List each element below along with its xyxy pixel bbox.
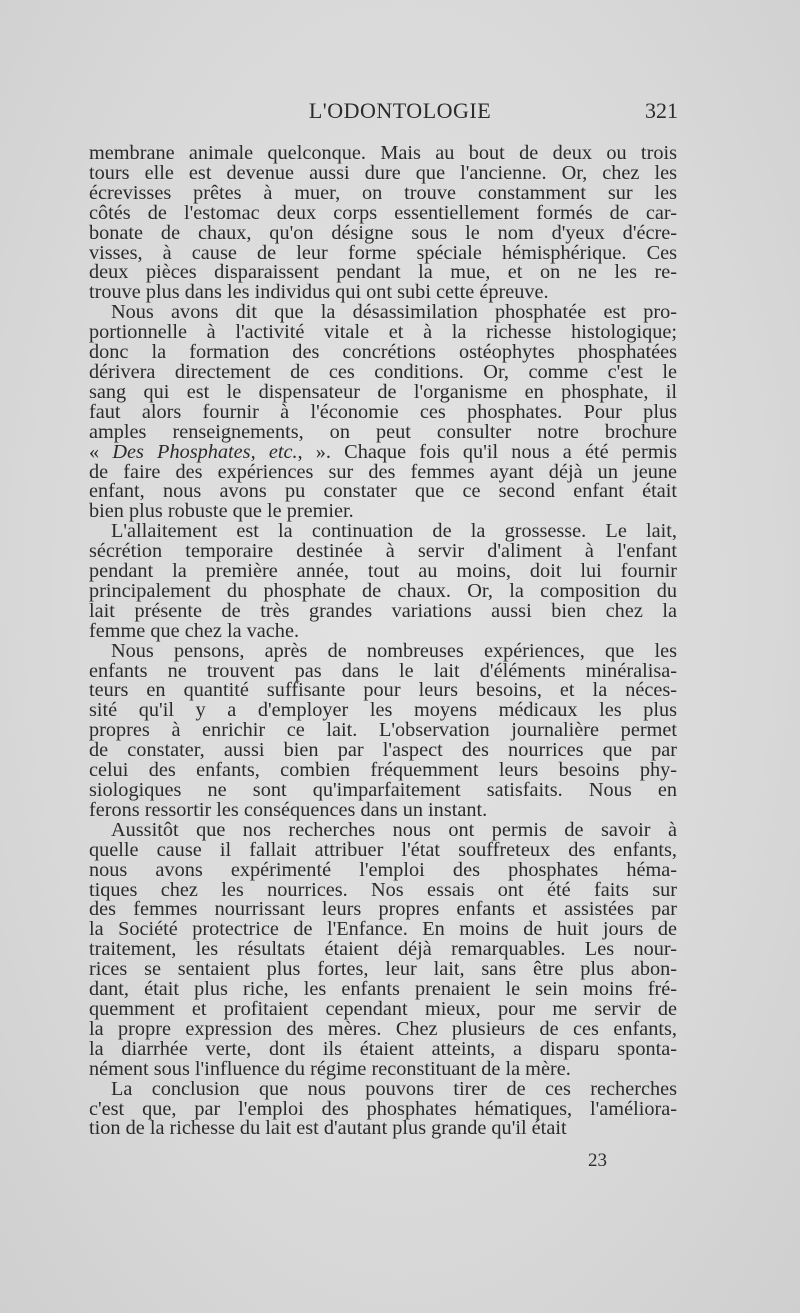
text-line: tours elle est devenue aussi dure que l'ancienne. Or, chez les: [89, 161, 677, 184]
text-line: la propre expression des mères. Chez plusieurs de ces enfants,: [89, 1017, 677, 1040]
text-line: quelle cause il fallait attribuer l'état souffreteux des enfants,: [89, 838, 677, 861]
text-line: la diarrhée verte, dont ils étaient atteints, a disparu sponta-: [89, 1037, 677, 1060]
text-line: sécrétion temporaire destinée à servir d'aliment à l'enfant: [89, 540, 677, 563]
text-line: trouve plus dans les individus qui ont subi cette épreuve.: [89, 281, 549, 304]
text-line: côtés de l'estomac deux corps essentiellement formés de car-: [89, 201, 677, 224]
text-line: sité qu'il y a d'employer les moyens médicaux les plus: [89, 699, 677, 722]
text-line: donc la formation des concrétions ostéophytes phosphatées: [89, 341, 677, 364]
text-line: nément sous l'influence du régime reconstituant de la mère.: [89, 1057, 571, 1080]
text-line: teurs en quantité suffisante pour leurs besoins, et la néces-: [89, 679, 677, 702]
text-line: La conclusion que nous pouvons tirer de ces recherches: [111, 1077, 677, 1100]
text-line: principalement du phosphate de chaux. Or, la composition du: [89, 579, 677, 602]
text-line: Aussitôt que nos recherches nous ont permis de savoir à: [111, 818, 677, 841]
text-line: faut alors fournir à l'économie ces phosphates. Pour plus: [89, 400, 677, 423]
text-line: bien plus robuste que le premier.: [89, 500, 354, 523]
text-line: dérivera directement de ces conditions. Or, comme c'est le: [89, 360, 677, 383]
text-line: ferons ressortir les conséquences dans un instant.: [89, 798, 488, 821]
text-line: « Des Phosphates, etc., ». Chaque fois qu'il nous a été permis: [89, 440, 677, 463]
text-line: L'allaitement est la continuation de la grossesse. Le lait,: [111, 520, 677, 543]
running-title: L'ODONTOLOGIE: [308, 98, 492, 123]
text-line: bonate de chaux, qu'on désigne sous le nom d'yeux d'écre-: [89, 221, 677, 244]
text-line: tion de la richesse du lait est d'autant plus grande qu'il était: [89, 1117, 567, 1140]
text-line: la Société protectrice de l'Enfance. En moins de huit jours de: [89, 918, 677, 941]
text-line: tiques chez les nourrices. Nos essais ont été faits sur: [89, 878, 677, 901]
signature-mark: 23: [588, 1150, 607, 1171]
text-line: de faire des expériences sur des femmes ayant déjà un jeune: [89, 460, 677, 483]
text-line: traitement, les résultats étaient déjà remarquables. Les nour-: [89, 938, 677, 961]
text-line: enfants ne trouvent pas dans le lait d'éléments minéralisa-: [89, 659, 677, 682]
text-line: deux pièces disparaissent pendant la mue, et on ne les re-: [89, 261, 677, 284]
text-line: écrevisses prêtes à muer, on trouve constamment sur les: [89, 181, 677, 204]
text-line: Nous avons dit que la désassimilation phosphatée est pro-: [111, 301, 677, 324]
page-number: 321: [645, 98, 678, 123]
text-line: lait présente de très grandes variations aussi bien chez la: [89, 599, 677, 622]
text-line: enfant, nous avons pu constater que ce second enfant était: [89, 480, 677, 503]
text-line: amples renseignements, on peut consulter notre brochure: [89, 420, 677, 443]
text-line: sang qui est le dispensateur de l'organisme en phosphate, il: [89, 380, 677, 403]
text-line: rices se sentaient plus fortes, leur lait, sans être plus abon-: [89, 958, 677, 981]
text-line: siologiques ne sont qu'imparfaitement satisfaits. Nous en: [89, 779, 677, 801]
text-line: des femmes nourrissant leurs propres enfants et assistées par: [89, 898, 677, 921]
text-line: visses, à cause de leur forme spéciale hémisphérique. Ces: [89, 241, 677, 264]
text-line: Nous pensons, après de nombreuses expériences, que les: [111, 639, 677, 662]
text-line: de constater, aussi bien par l'aspect des nourrices que par: [89, 739, 677, 762]
body-text: [89, 144, 677, 1139]
text-line: membrane animale quelconque. Mais au bout de deux ou trois: [89, 142, 677, 164]
italic-title: Des Phosphates, etc.: [112, 440, 298, 463]
text-line: pendant la première année, tout au moins, doit lui fournir: [89, 560, 677, 583]
text-line: portionnelle à l'activité vitale et à la richesse histologique;: [89, 321, 677, 344]
text-line: c'est que, par l'emploi des phosphates hématiques, l'améliora-: [89, 1097, 677, 1120]
text-line: femme que chez la vache.: [89, 619, 300, 642]
text-line: propres à enrichir ce lait. L'observation journalière permet: [89, 719, 677, 742]
text-line: celui des enfants, combien fréquemment leurs besoins phy-: [89, 759, 677, 782]
text-line: dant, était plus riche, les enfants prenaient le sein moins fré-: [89, 978, 677, 1001]
text-line: quemment et profitaient cependant mieux, pour me servir de: [89, 997, 677, 1020]
text-line: nous avons expérimenté l'emploi des phosphates héma-: [89, 858, 677, 881]
